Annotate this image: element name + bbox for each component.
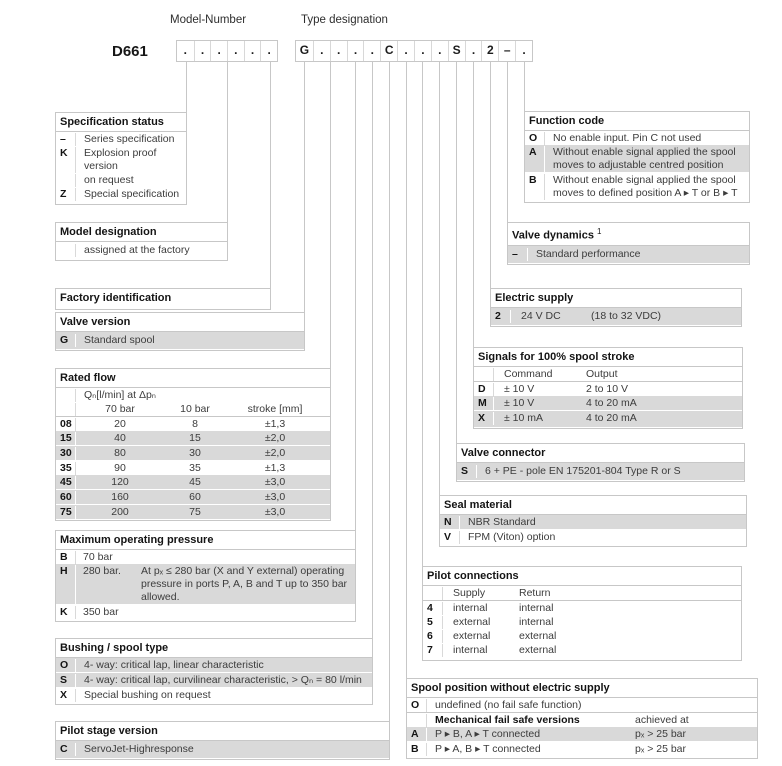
model-cell: . <box>194 41 211 61</box>
option-row: G Standard spool <box>56 332 304 350</box>
box-title: Function code <box>525 112 749 131</box>
model-number-cells <box>176 40 278 62</box>
model-cell: . <box>210 41 227 61</box>
type-cell: 2 <box>481 41 498 61</box>
box-title: Pilot connections <box>423 567 741 586</box>
box-title: Model designation <box>56 223 227 242</box>
table-row: A P ▸ B, A ▸ T connected pₓ > 25 bar <box>407 727 757 742</box>
table-row: 45 120 45 ±3,0 <box>56 475 330 490</box>
model-cell: . <box>260 41 277 61</box>
box-bushing-spool-type <box>55 638 373 705</box>
model-prefix: D661 <box>112 43 148 60</box>
model-cell: . <box>227 41 244 61</box>
type-cell: . <box>397 41 414 61</box>
type-cell: C <box>380 41 397 61</box>
box-title: Factory identification <box>60 292 172 304</box>
connector-line <box>473 62 474 347</box>
connector-line <box>372 62 373 638</box>
model-number-label: Model-Number <box>170 14 247 26</box>
box-title: Pilot stage version <box>56 722 389 741</box>
connector-line <box>524 62 525 111</box>
box-title: Signals for 100% spool stroke <box>474 348 742 367</box>
table-row: 7 internal external <box>423 643 741 660</box>
type-cell: . <box>363 41 380 61</box>
connector-line <box>507 62 508 222</box>
box-function-code <box>524 111 750 203</box>
connector-line <box>330 62 331 368</box>
option-row: K Explosion proof version <box>56 146 186 173</box>
option-row: Z Special specification <box>56 187 186 204</box>
option-row: X Special bushing on request <box>56 688 372 704</box>
table-row: 30 80 30 ±2,0 <box>56 446 330 461</box>
table-row: 5 external internal <box>423 615 741 629</box>
box-title: Specification status <box>56 113 186 132</box>
box-title: Valve dynamics $^1$ <box>508 223 749 246</box>
connector-line <box>439 62 440 495</box>
type-cell: – <box>498 41 515 61</box>
box-title: Rated flow <box>56 369 330 388</box>
box-spool-position <box>406 678 758 759</box>
table-row: B P ▸ A, B ▸ T connected pₓ > 25 bar <box>407 742 757 758</box>
box-valve-connector <box>456 443 745 482</box>
model-cell: . <box>183 43 187 57</box>
option-row: assigned at the factory <box>56 242 227 260</box>
type-cell: . <box>313 41 330 61</box>
box-seal-material <box>439 495 747 547</box>
option-row: S 6 + PE - pole EN 175201-804 Type R or S <box>457 463 744 481</box>
model-cell: . <box>244 41 261 61</box>
option-row: on request <box>56 173 186 187</box>
table-header: Supply Return <box>423 586 741 601</box>
type-cell: . <box>347 41 364 61</box>
option-row: 2 24 V DC (18 to 32 VDC) <box>491 308 741 326</box>
box-signals-spool-stroke <box>473 347 743 429</box>
table-row: 75 200 75 ±3,0 <box>56 505 330 520</box>
option-row: B Without enable signal applied the spool moves to defined position A ▸ T or B ▸ T <box>525 173 749 202</box>
option-row: – Series specification <box>56 132 186 146</box>
connector-line <box>490 62 491 288</box>
box-electric-supply <box>490 288 742 327</box>
table-row: M ± 10 V 4 to 20 mA <box>474 396 742 411</box>
table-row: 15 40 15 ±2,0 <box>56 431 330 446</box>
option-row: H 280 bar. At pₓ ≤ 280 bar (X and Y external) operating pressure in ports P, A, B and T up to 350 bar allowed. <box>56 564 355 605</box>
type-cell: . <box>431 41 448 61</box>
box-factory-identification <box>55 288 271 310</box>
connector-line <box>270 62 271 288</box>
table-row: 35 90 35 ±1,3 <box>56 461 330 475</box>
table-row: 4 internal internal <box>423 601 741 615</box>
option-row: C ServoJet-Highresponse <box>56 741 389 759</box>
type-cell: . <box>515 41 532 61</box>
table-header: 70 bar 10 bar stroke [mm] <box>56 402 330 417</box>
connector-line <box>422 62 423 566</box>
option-row: S 4- way: critical lap, curvilinear characteristic, > Qₙ = 80 l/min <box>56 673 372 688</box>
option-row: O No enable input. Pin C not used <box>525 131 749 145</box>
option-row: – Standard performance <box>508 246 749 264</box>
table-header: Command Output <box>474 367 742 382</box>
table-row: 08 20 8 ±1,3 <box>56 417 330 431</box>
box-title: Spool position without electric supply <box>407 679 757 698</box>
box-valve-dynamics <box>507 222 750 265</box>
box-maximum-operating-pressure <box>55 530 356 622</box>
box-rated-flow <box>55 368 331 521</box>
box-pilot-connections <box>422 566 742 661</box>
connector-line <box>186 62 187 112</box>
box-title: Seal material <box>440 496 746 515</box>
table-row: X ± 10 mA 4 to 20 mA <box>474 411 742 428</box>
box-title: Valve version <box>56 313 304 332</box>
option-row: K 350 bar <box>56 605 355 621</box>
connector-line <box>304 62 305 312</box>
connector-line <box>456 62 457 443</box>
table-subheader: Qₙ[l/min] at Δpₙ <box>56 388 330 402</box>
connector-line <box>355 62 356 530</box>
box-pilot-stage-version <box>55 721 390 760</box>
box-title: Electric supply <box>491 289 741 308</box>
option-row: O 4- way: critical lap, linear characteristic <box>56 658 372 673</box>
box-model-designation <box>55 222 228 261</box>
type-cell: . <box>330 41 347 61</box>
box-title: Valve connector <box>457 444 744 463</box>
box-title: Bushing / spool type <box>56 639 372 658</box>
table-row: 6 external external <box>423 629 741 643</box>
type-cell: G <box>299 43 310 57</box>
box-valve-version <box>55 312 305 351</box>
connector-line <box>406 62 407 678</box>
connector-line <box>227 62 228 222</box>
option-row: A Without enable signal applied the spool moves to adjustable centred position <box>525 145 749 173</box>
box-title: Maximum operating pressure <box>56 531 355 550</box>
option-row: N NBR Standard <box>440 515 746 530</box>
type-cell: S <box>448 41 465 61</box>
connector-line <box>389 62 390 721</box>
footnote-marker: 1 <box>597 227 602 236</box>
type-designation-label: Type designation <box>301 14 388 26</box>
table-row: 60 160 60 ±3,0 <box>56 490 330 505</box>
box-specification-status <box>55 112 187 205</box>
type-designation-cells <box>295 40 533 62</box>
table-row: D ± 10 V 2 to 10 V <box>474 382 742 396</box>
option-row: O undefined (no fail safe function) <box>407 698 757 713</box>
table-subheader: Mechanical fail safe versions achieved at <box>407 713 757 727</box>
type-cell: . <box>465 41 482 61</box>
option-row: B 70 bar <box>56 550 355 564</box>
option-row: V FPM (Viton) option <box>440 530 746 546</box>
type-cell: . <box>414 41 431 61</box>
